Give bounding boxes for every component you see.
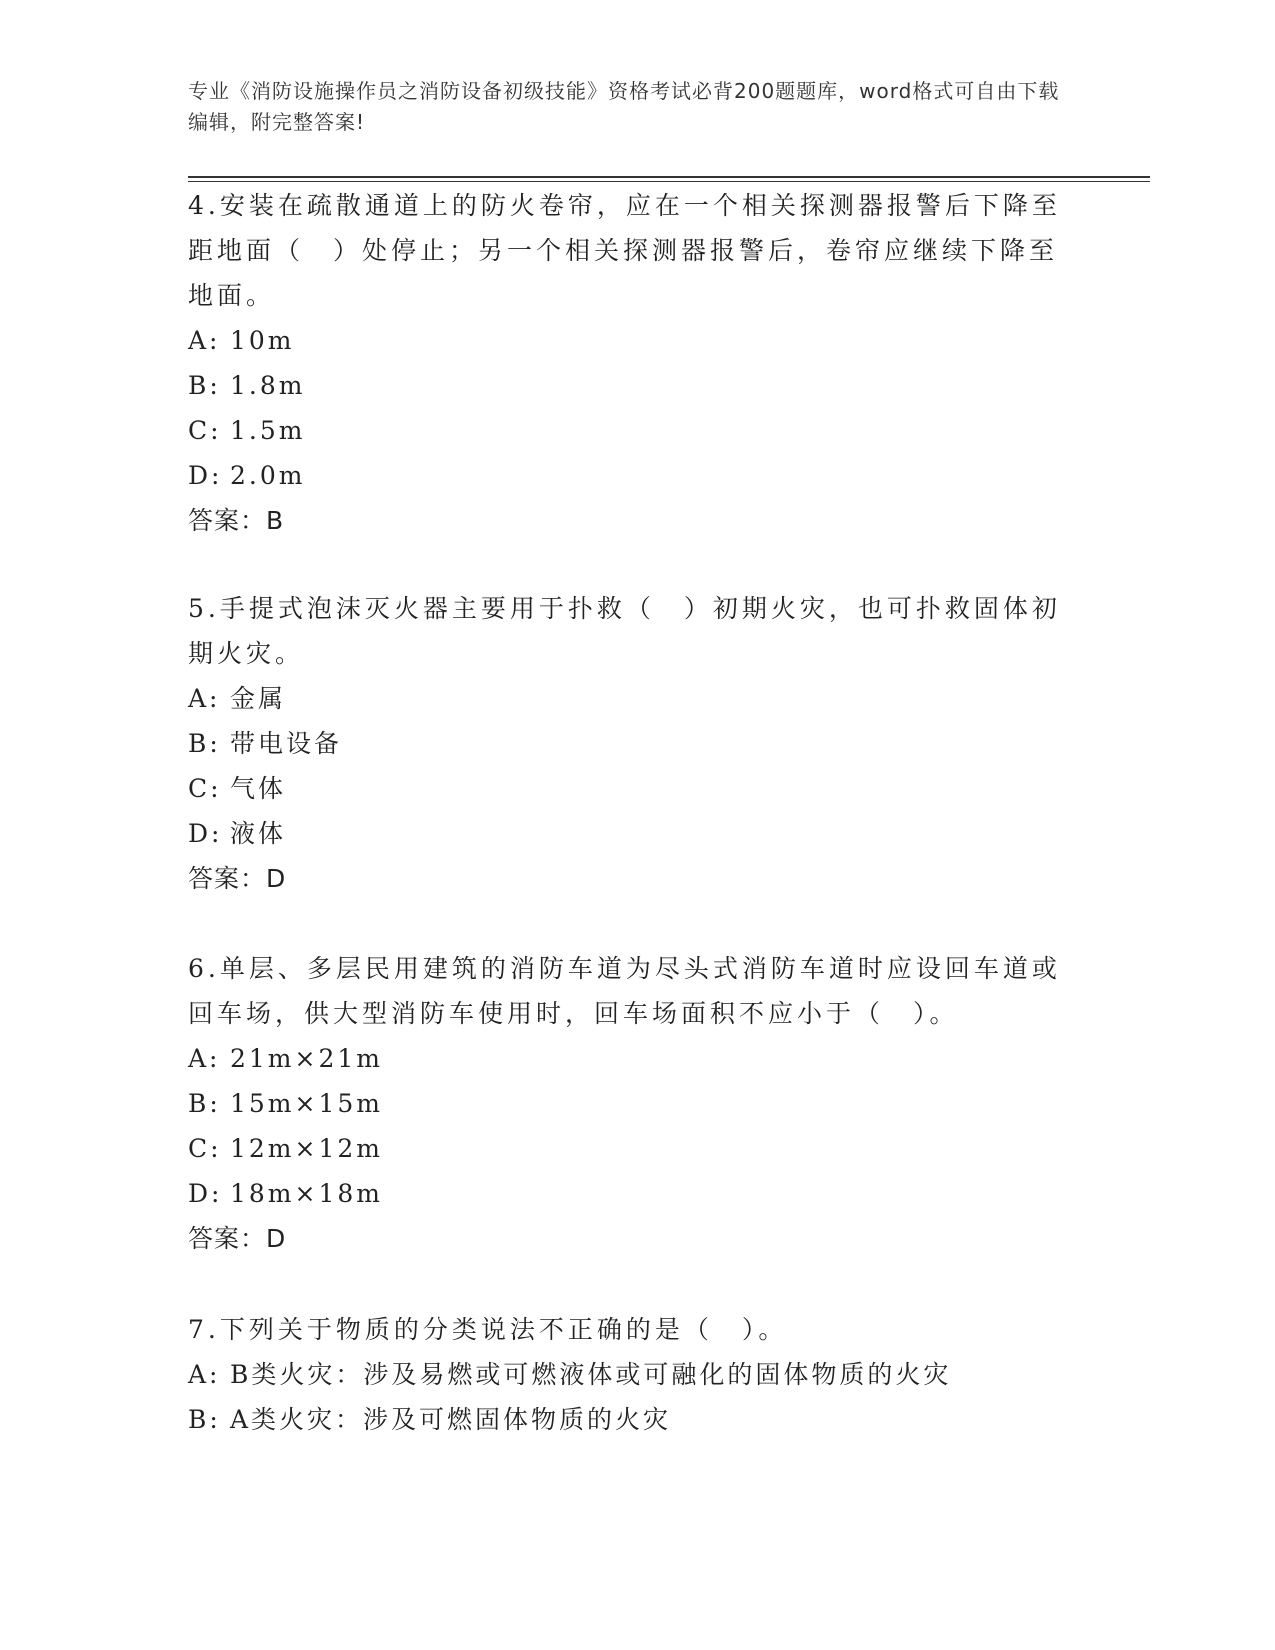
- option-letter: A:: [188, 1360, 221, 1389]
- option-letter: D:: [188, 1179, 223, 1208]
- option-c: [188, 1126, 1068, 1171]
- option-letter: A:: [188, 684, 221, 713]
- option-text: 15m×15m: [230, 1089, 383, 1118]
- question-stem: 5.手提式泡沫灭火器主要用于扑救（ ）初期火灾，也可扑救固体初期火灾。: [188, 594, 1061, 668]
- option-letter: B:: [188, 729, 221, 758]
- option-letter: B:: [188, 371, 221, 400]
- option-text: 12m×12m: [230, 1134, 383, 1163]
- option-text: A类火灾：涉及可燃固体物质的火灾: [230, 1405, 672, 1434]
- question-block: [188, 586, 1068, 901]
- question-block: [188, 946, 1068, 1261]
- question-stem: 6.单层、多层民用建筑的消防车道为尽头式消防车道时应设回车道或回车场，供大型消防车使用时，回车场面积不应小于（ ）。: [188, 954, 1061, 1028]
- option-text: B类火灾：涉及易燃或可燃液体或可融化的固体物质的火灾: [230, 1360, 952, 1389]
- option-a: [188, 1352, 1068, 1397]
- option-text: 带电设备: [230, 729, 343, 758]
- option-d: [188, 1171, 1068, 1216]
- option-text: 21m×21m: [230, 1044, 383, 1073]
- question-block: [188, 1307, 1068, 1442]
- option-letter: C:: [188, 1134, 222, 1163]
- option-c: [188, 408, 1068, 453]
- option-letter: B:: [188, 1405, 221, 1434]
- answer-line: 答案：D: [188, 864, 287, 893]
- option-text: 气体: [230, 774, 287, 803]
- option-c: [188, 766, 1068, 811]
- option-text: 2.0m: [230, 461, 306, 490]
- option-letter: D:: [188, 819, 223, 848]
- option-text: 液体: [230, 819, 287, 848]
- option-b: [188, 1397, 1068, 1442]
- question-stem: 4.安装在疏散通道上的防火卷帘，应在一个相关探测器报警后下降至距地面（ ）处停止；另一个相关探测器报警后，卷帘应继续下降至地面。: [188, 191, 1061, 310]
- document-header: 专业《消防设施操作员之消防设备初级技能》资格考试必背200题题库，word格式可自由下载编辑，附完整答案!: [188, 79, 1060, 134]
- header-divider-thick: [188, 176, 1150, 178]
- option-b: [188, 363, 1068, 408]
- option-letter: C:: [188, 416, 222, 445]
- option-letter: B:: [188, 1089, 221, 1118]
- option-text: 10m: [230, 326, 295, 355]
- option-text: 金属: [230, 684, 287, 713]
- option-letter: C:: [188, 774, 222, 803]
- question-block: [188, 183, 1068, 543]
- option-a: [188, 1036, 1068, 1081]
- header-divider-thin: [188, 181, 1150, 182]
- option-letter: A:: [188, 326, 221, 355]
- option-letter: A:: [188, 1044, 221, 1073]
- option-text: 1.5m: [230, 416, 306, 445]
- option-b: [188, 721, 1068, 766]
- option-d: [188, 453, 1068, 498]
- question-stem: 7.下列关于物质的分类说法不正确的是（ ）。: [188, 1315, 788, 1344]
- option-a: [188, 676, 1068, 721]
- option-a: [188, 318, 1068, 363]
- option-text: 1.8m: [230, 371, 306, 400]
- option-text: 18m×18m: [230, 1179, 383, 1208]
- option-d: [188, 811, 1068, 856]
- answer-line: 答案：D: [188, 1224, 287, 1253]
- option-letter: D:: [188, 461, 223, 490]
- option-b: [188, 1081, 1068, 1126]
- answer-line: 答案：B: [188, 506, 285, 535]
